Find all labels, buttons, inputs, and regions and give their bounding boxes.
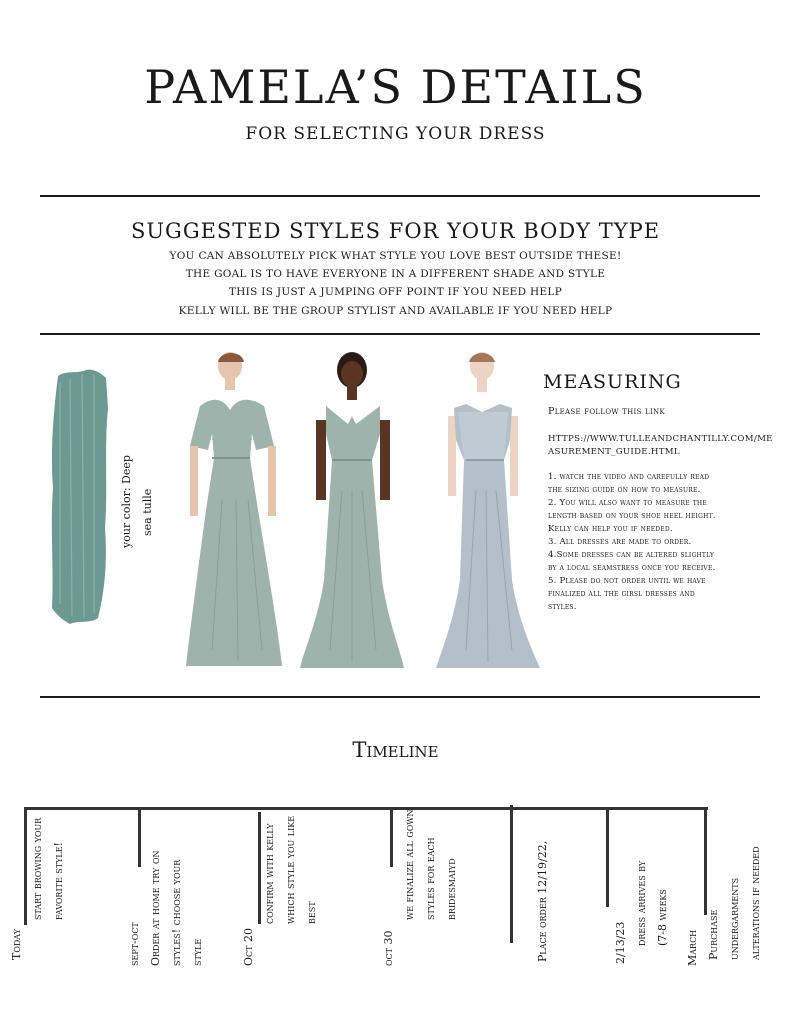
timeline-text: styles! choose your xyxy=(170,859,183,966)
timeline-text: undergarments xyxy=(728,877,741,960)
measuring-step-line: Kelly can help you if needed. xyxy=(548,524,673,534)
timeline-text: Purchase xyxy=(707,909,720,960)
timeline-item xyxy=(682,846,766,966)
timeline-text: start browing your xyxy=(31,817,44,920)
timeline-heading: Timeline xyxy=(352,738,439,762)
link-line-2[interactable]: ASUREMENT_GUIDE.HTML xyxy=(548,447,680,457)
measurement-guide-link[interactable] xyxy=(548,433,773,459)
timeline-text: bridesmaiyd xyxy=(445,858,458,920)
timeline-date: sept-oct xyxy=(128,922,141,966)
measuring-step-line: 1. watch the video and carefully read xyxy=(548,472,710,482)
measuring-step-line: 2. You will also want to measure the xyxy=(548,498,707,508)
dress-image-3 xyxy=(432,350,544,672)
timeline-date: Oct 20 xyxy=(242,928,255,966)
timeline-text: style xyxy=(191,938,204,966)
timeline-text: favorite style! xyxy=(52,842,65,920)
timeline-item xyxy=(610,861,673,964)
timeline-text: styles for each xyxy=(424,837,437,920)
measuring-step-line: 3. All dresses are made to order. xyxy=(548,537,692,547)
timeline-text: best xyxy=(305,901,318,924)
color-label-line2: sea tulle xyxy=(141,488,154,536)
divider xyxy=(40,195,760,197)
timeline-date: Today xyxy=(10,928,23,960)
timeline-date: 2/13/23 xyxy=(614,921,627,964)
styles-note-3: THIS IS JUST A JUMPING OFF POINT IF YOU NEED HELP xyxy=(228,286,563,298)
measuring-step-line: 5. Please do not order until we have xyxy=(548,576,706,586)
timeline-tick xyxy=(510,805,513,943)
timeline-text: confirm with kelly xyxy=(263,823,276,924)
dress-image-1 xyxy=(182,350,286,672)
measuring-heading: MEASURING xyxy=(543,371,682,393)
measuring-step-line: length based on your shoe heel height. xyxy=(548,511,716,521)
timeline-item xyxy=(6,818,69,960)
timeline-text: dress arrives by xyxy=(635,860,648,946)
timeline-text: which style you like xyxy=(284,815,297,924)
timeline-text: we finalize all gown xyxy=(403,809,416,920)
link-line-1[interactable]: HTTPS://WWW.TULLEANDCHANTILLY.COM/ME xyxy=(548,434,773,444)
timeline-item xyxy=(124,850,208,966)
timeline-tick xyxy=(606,807,609,907)
timeline-text: alterations if needed xyxy=(749,846,762,960)
timeline-text: Place order 12/19/22, xyxy=(536,840,549,962)
divider xyxy=(40,333,760,335)
timeline-text: Order at home try on xyxy=(149,850,162,966)
styles-heading: SUGGESTED STYLES FOR YOUR BODY TYPE xyxy=(130,219,661,243)
styles-note-4: KELLY WILL BE THE GROUP STYLIST AND AVAILABLE IF YOU NEED HELP xyxy=(178,305,613,317)
measuring-intro: Please follow this link xyxy=(548,406,665,417)
styles-note-1: YOU CAN ABSOLUTELY PICK WHAT STYLE YOU LOVE BEST OUTSIDE THESE! xyxy=(169,250,622,262)
measuring-steps xyxy=(548,471,733,614)
page-title: PAMELA’S DETAILS xyxy=(144,60,647,114)
styles-note-2: THE GOAL IS TO HAVE EVERYONE IN A DIFFERENT SHADE AND STYLE xyxy=(185,268,606,280)
measuring-step-line: by a local seamstress once you receive. xyxy=(548,563,716,573)
measuring-step-line: the sizing guide on how to measure. xyxy=(548,485,701,495)
timeline-item xyxy=(532,841,553,962)
timeline-date: oct 30 xyxy=(382,930,395,966)
dress-image-2 xyxy=(296,350,410,672)
color-swatch xyxy=(48,368,110,626)
timeline-date: March xyxy=(686,929,699,966)
color-label-line1: your color: Deep xyxy=(120,455,133,548)
page-subtitle: FOR SELECTING YOUR DRESS xyxy=(245,124,546,144)
timeline-text: (7-8 weeks xyxy=(656,889,669,946)
measuring-step-line: 4.Some dresses can be altered slightly xyxy=(548,550,715,560)
divider xyxy=(40,696,760,698)
measuring-step-line: styles. xyxy=(548,602,577,612)
timeline-item xyxy=(378,810,462,967)
timeline-item xyxy=(238,816,322,966)
measuring-step-line: finalized all the girsl dresses and xyxy=(548,589,695,599)
